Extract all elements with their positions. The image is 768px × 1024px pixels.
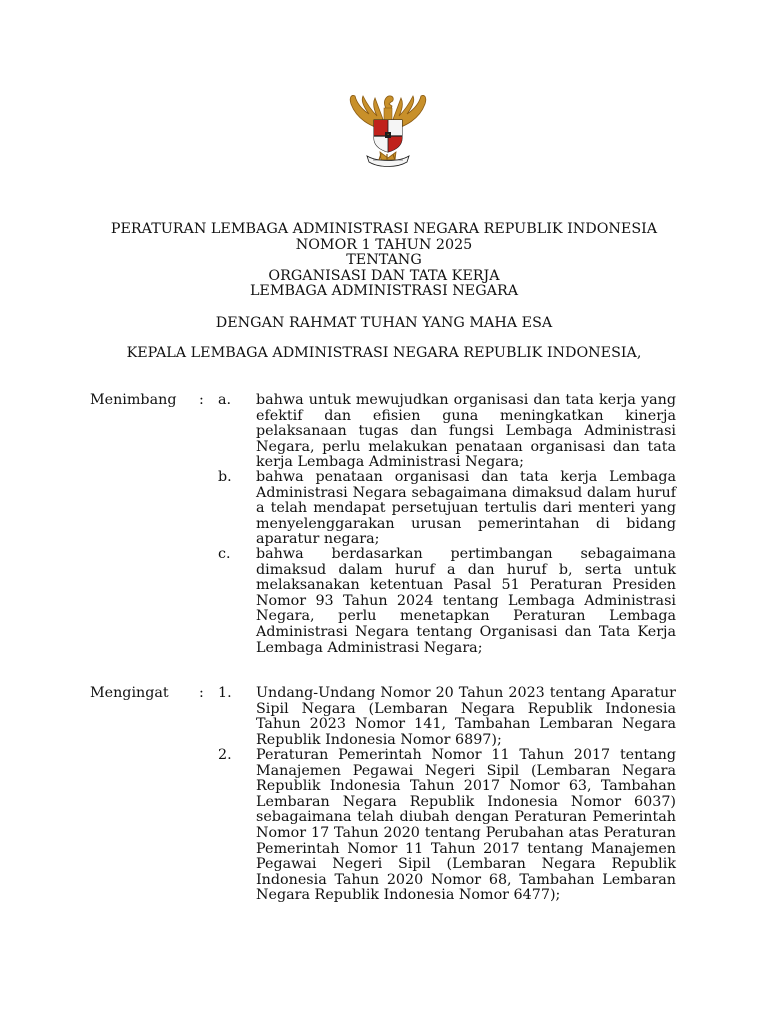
item-marker: c. <box>218 546 231 562</box>
basmala-line: DENGAN RAHMAT TUHAN YANG MAHA ESA <box>215 315 553 331</box>
mengingat-item-2: Peraturan Pemerintah Nomor 11 Tahun 2017 tentang Manajemen Pegawai Negeri Sipil (Lembaran Negara Republik Indonesia Tahun 2017 Nomor 63, Tambahan Lembaran Negara Republik Indonesia Nomor 6037) sebagaimana telah diubah dengan Peraturan Pemerintah Nomor 17 Tahun 2020 tentang Perubahan atas Peraturan Pemerintah Nomor 11 Tahun 2017 tentang Manajemen Pegawai Negeri Sipil (Lembaran Negara Republik Indonesia Tahun 2020 Nomor 68, Tambahan Lembaran Negara Republik Indonesia Nomor 6477); <box>256 747 676 904</box>
mengingat-item-1: Undang-Undang Nomor 20 Tahun 2023 tentang Aparatur Sipil Negara (Lembaran Negara Republik Indonesia Tahun 2023 Nomor 141, Tambahan Lembaran Negara Republik Indonesia Nomor 6897); <box>256 685 676 748</box>
item-marker: a. <box>218 392 232 408</box>
mengingat-label: Mengingat <box>90 685 169 701</box>
issuer-line: KEPALA LEMBAGA ADMINISTRASI NEGARA REPUBLIK INDONESIA, <box>126 345 642 361</box>
menimbang-colon: : <box>199 392 204 408</box>
menimbang-item-a: bahwa untuk mewujudkan organisasi dan tata kerja yang efektif dan efisien guna meningkatkan kinerja pelaksanaan tugas dan fungsi Lembaga Administrasi Negara, perlu melakukan penataan organisasi dan tata kerja Lembaga Administrasi Negara; <box>256 392 676 471</box>
title-line: NOMOR 1 TAHUN 2025 <box>295 236 473 253</box>
item-marker: 1. <box>218 685 232 701</box>
title-line: LEMBAGA ADMINISTRASI NEGARA <box>249 283 519 300</box>
title-line: PERATURAN LEMBAGA ADMINISTRASI NEGARA REPUBLIK INDONESIA <box>110 221 658 237</box>
mengingat-colon: : <box>199 685 204 701</box>
menimbang-label: Menimbang <box>90 392 177 408</box>
item-marker: 2. <box>218 747 232 763</box>
garuda-emblem-icon <box>343 90 433 172</box>
menimbang-item-c: bahwa berdasarkan pertimbangan sebagaimana dimaksud dalam huruf a dan huruf b, serta untuk melaksanakan ketentuan Pasal 51 Peraturan Presiden Nomor 93 Tahun 2024 tentang Lembaga Administrasi Negara, perlu menetapkan Peraturan Lembaga Administrasi Negara tentang Organisasi dan Tata Kerja Lembaga Administrasi Negara; <box>256 546 676 656</box>
regulation-title <box>60 222 708 300</box>
title-line: TENTANG <box>346 252 422 269</box>
item-marker: b. <box>218 469 232 485</box>
menimbang-item-b: bahwa penataan organisasi dan tata kerja Lembaga Administrasi Negara sebagaimana dimaksud dalam huruf a telah mendapat persetujuan tertulis dari menteri yang menyelenggarakan urusan pemerintahan di bidang aparatur negara; <box>256 469 676 548</box>
title-line: ORGANISASI DAN TATA KERJA <box>268 267 500 284</box>
